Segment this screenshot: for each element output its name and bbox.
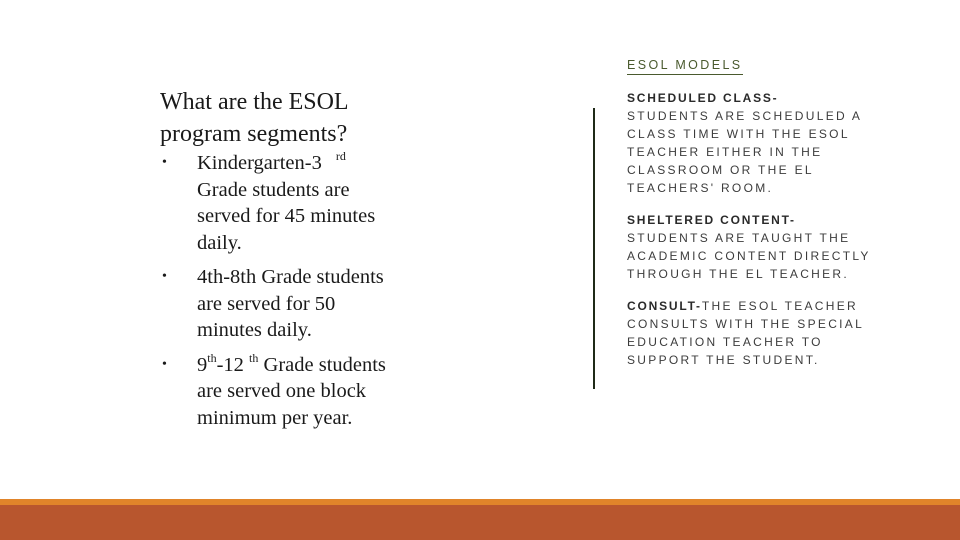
model-scheduled-class (627, 89, 897, 197)
section-heading: ESOL MODELS (627, 56, 743, 75)
list-item-4-8 (160, 264, 400, 344)
slide-title: What are the ESOL program segments? (160, 89, 348, 147)
list-item-text: Grade students are served one block minimum per year. (197, 353, 386, 429)
footer-bar (0, 505, 960, 540)
bullet-icon: • (162, 155, 167, 170)
list-item-text: Kindergarten-3 (197, 152, 322, 174)
superscript: th (207, 350, 217, 365)
model-description: STUDENTS ARE TAUGHT THE ACADEMIC CONTENT DIRECTLY THROUGH THE EL TEACHER. (627, 231, 871, 281)
segment-list (160, 150, 400, 431)
model-sheltered-content (627, 211, 897, 283)
model-title: CONSULT- (627, 299, 702, 313)
model-title: SCHEDULED CLASS- (627, 91, 779, 105)
model-description: THE ESOL TEACHER CONSULTS WITH THE SPECIAL EDUCATION TEACHER TO SUPPORT THE STUDENT. (627, 299, 864, 367)
list-item-k3 (160, 150, 400, 256)
list-item-9-12 (160, 352, 400, 432)
list-item-text: Grade students are served for 45 minutes daily. (197, 178, 376, 254)
superscript: rd (335, 149, 346, 163)
list-item-text: -12 (216, 353, 244, 376)
esol-models-panel (627, 56, 897, 369)
vertical-divider (593, 108, 595, 389)
bullet-icon: • (162, 356, 167, 372)
list-item-text: 9 (197, 353, 208, 376)
model-description: STUDENTS ARE SCHEDULED A CLASS TIME WITH THE ESOL TEACHER EITHER IN THE CLASSROOM OR THE EL TEACHERS' ROOM. (627, 109, 862, 195)
model-consult (627, 297, 897, 369)
bullet-icon: • (162, 269, 167, 284)
model-title: SHELTERED CONTENT- (627, 213, 796, 227)
model-consult-text (627, 297, 897, 369)
superscript: th (249, 350, 259, 365)
list-item-text: 4th-8th Grade students are served for 50 minutes daily. (197, 266, 384, 341)
